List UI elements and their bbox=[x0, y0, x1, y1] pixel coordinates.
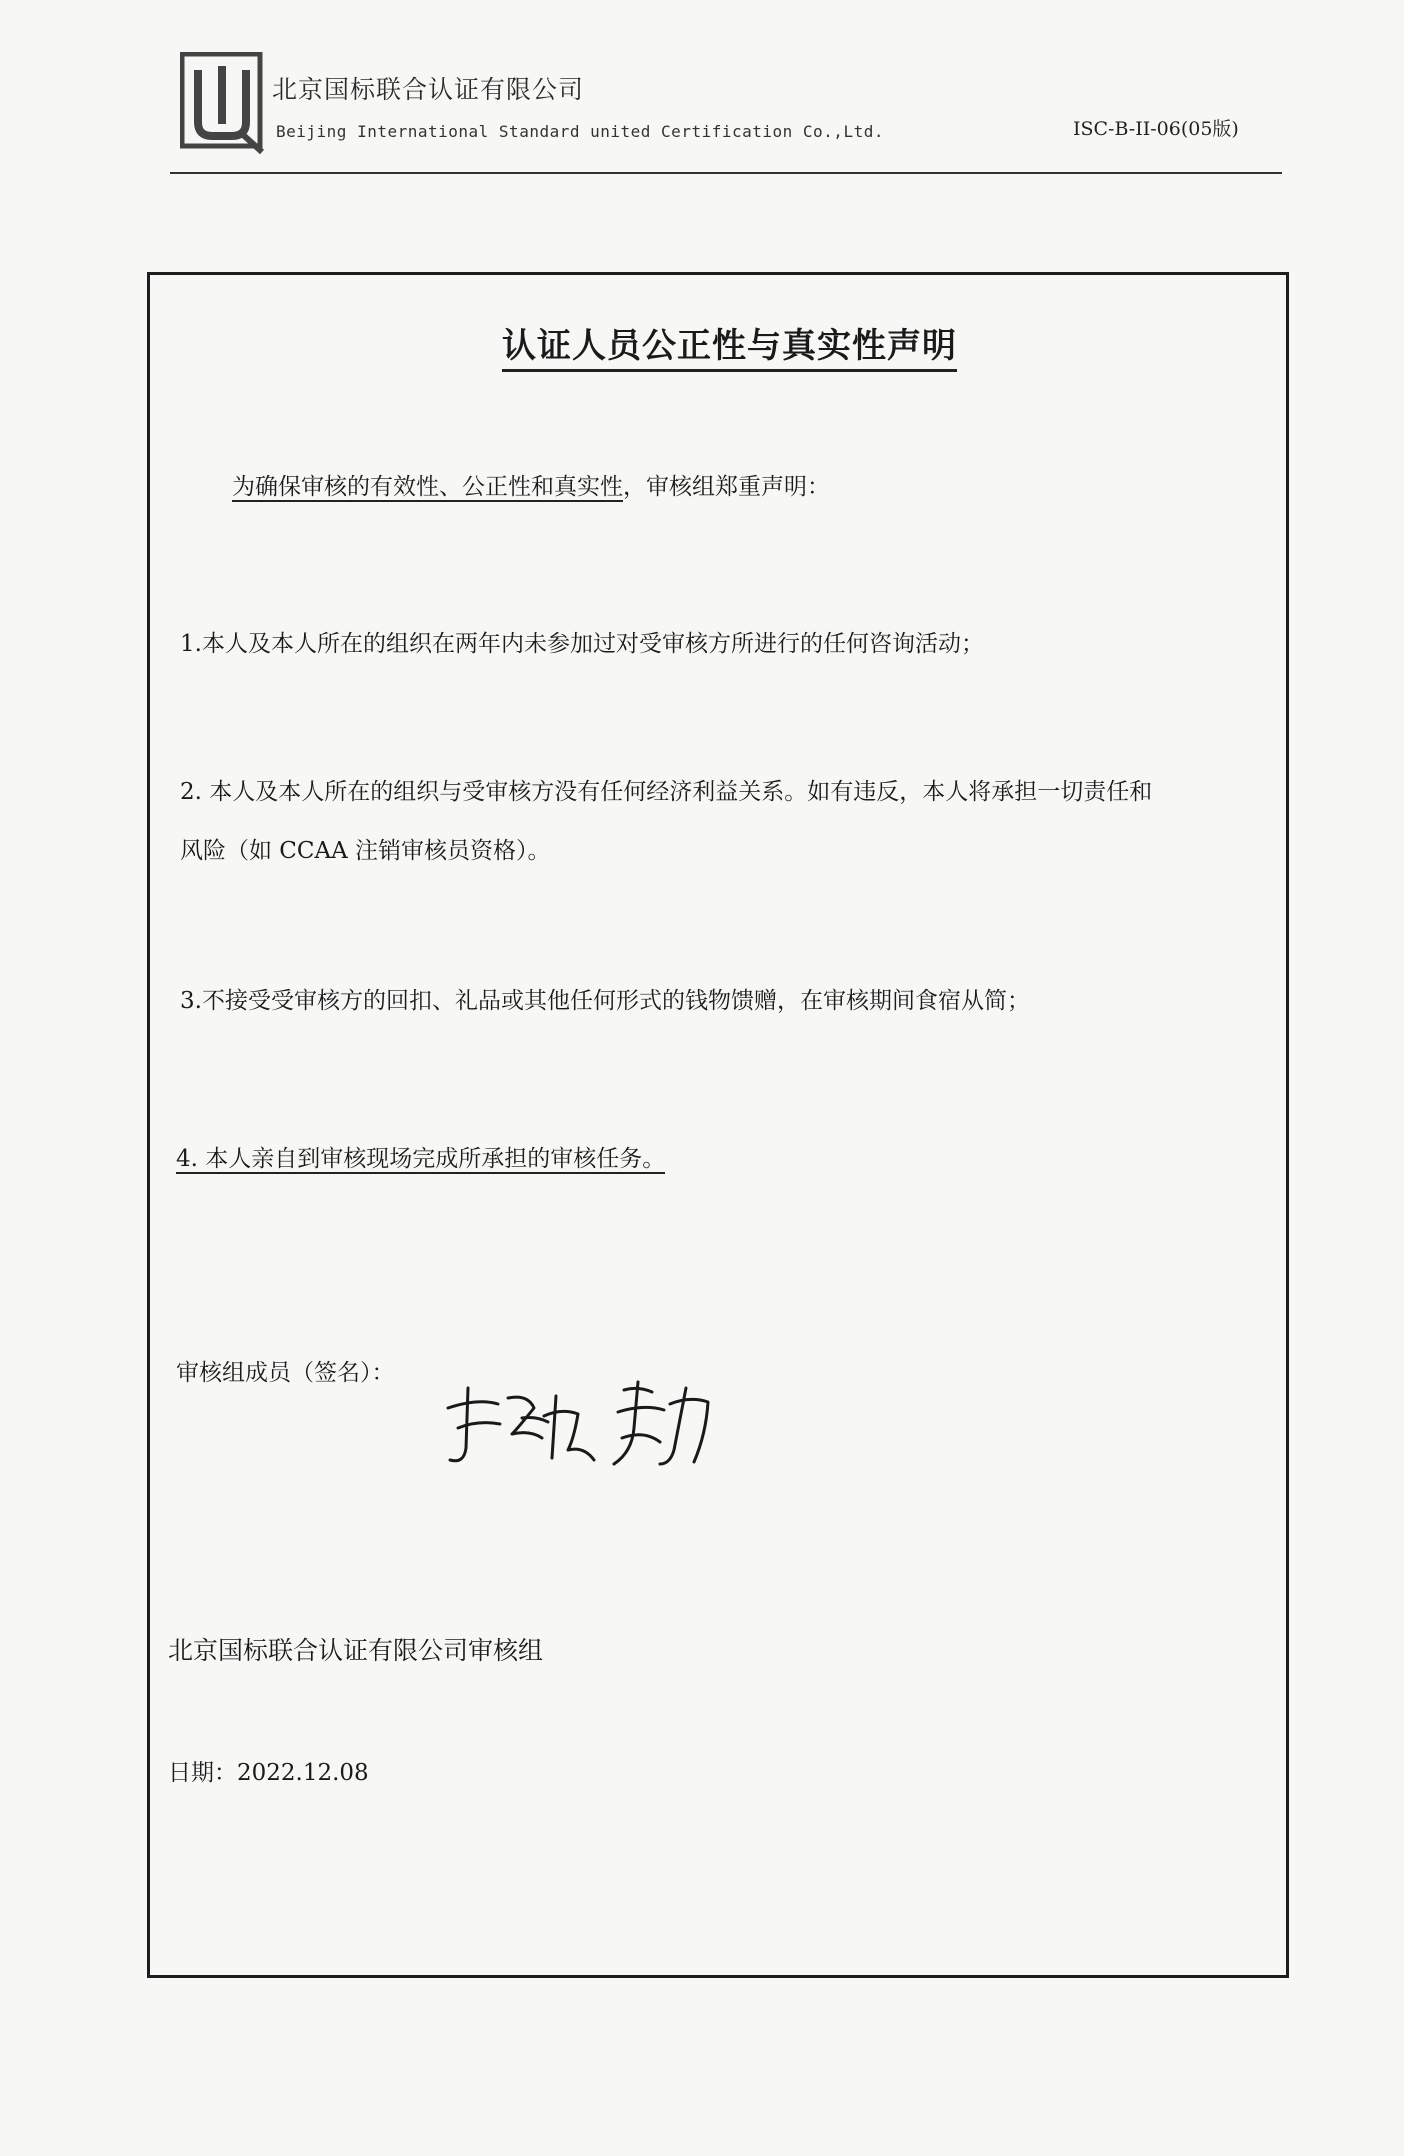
page-title bbox=[0, 318, 1404, 367]
letterhead bbox=[0, 0, 1404, 180]
bisc-logo-icon bbox=[180, 52, 268, 156]
header-divider bbox=[170, 172, 1282, 174]
declaration-item-1: 1.本人及本人所在的组织在两年内未参加过对受审核方所进行的任何咨询活动； bbox=[180, 631, 984, 657]
document-code: ISC-B-II-06(05版) bbox=[1073, 118, 1239, 140]
members-signature-label: 审核组成员（签名）： bbox=[176, 1360, 395, 1386]
declaration-item-4 bbox=[176, 1130, 665, 1188]
date-label: 日期： bbox=[168, 1760, 237, 1786]
company-name-cn: 北京国标联合认证有限公司 bbox=[272, 75, 585, 104]
title-text: 认证人员公正性与真实性声明 bbox=[502, 326, 957, 372]
company-name-en: Beijing International Standard united Certification Co.,Ltd. bbox=[276, 122, 884, 141]
item-4-text: 4. 本人亲自到审核现场完成所承担的审核任务。 bbox=[176, 1146, 666, 1172]
intro-paragraph bbox=[232, 458, 830, 516]
intro-underlined: 为确保审核的有效性、公正性和真实性 bbox=[232, 474, 623, 500]
declaration-frame bbox=[147, 272, 1289, 1978]
intro-rest: ，审核组郑重声明： bbox=[623, 474, 830, 500]
date-value: 2022.12.08 bbox=[237, 1760, 369, 1786]
organization-name: 北京国标联合认证有限公司审核组 bbox=[168, 1636, 544, 1665]
date-line bbox=[168, 1744, 369, 1802]
declaration-item-2-line-1: 2. 本人及本人所在的组织与受审核方没有任何经济利益关系。如有违反，本人将承担一切责任和 bbox=[180, 779, 1153, 805]
declaration-item-3: 3.不接受受审核方的回扣、礼品或其他任何形式的钱物馈赠，在审核期间食宿从简； bbox=[180, 988, 1030, 1014]
handwritten-signature-icon bbox=[438, 1368, 738, 1478]
declaration-item-2-line-2: 风险（如 CCAA 注销审核员资格）。 bbox=[180, 838, 551, 864]
